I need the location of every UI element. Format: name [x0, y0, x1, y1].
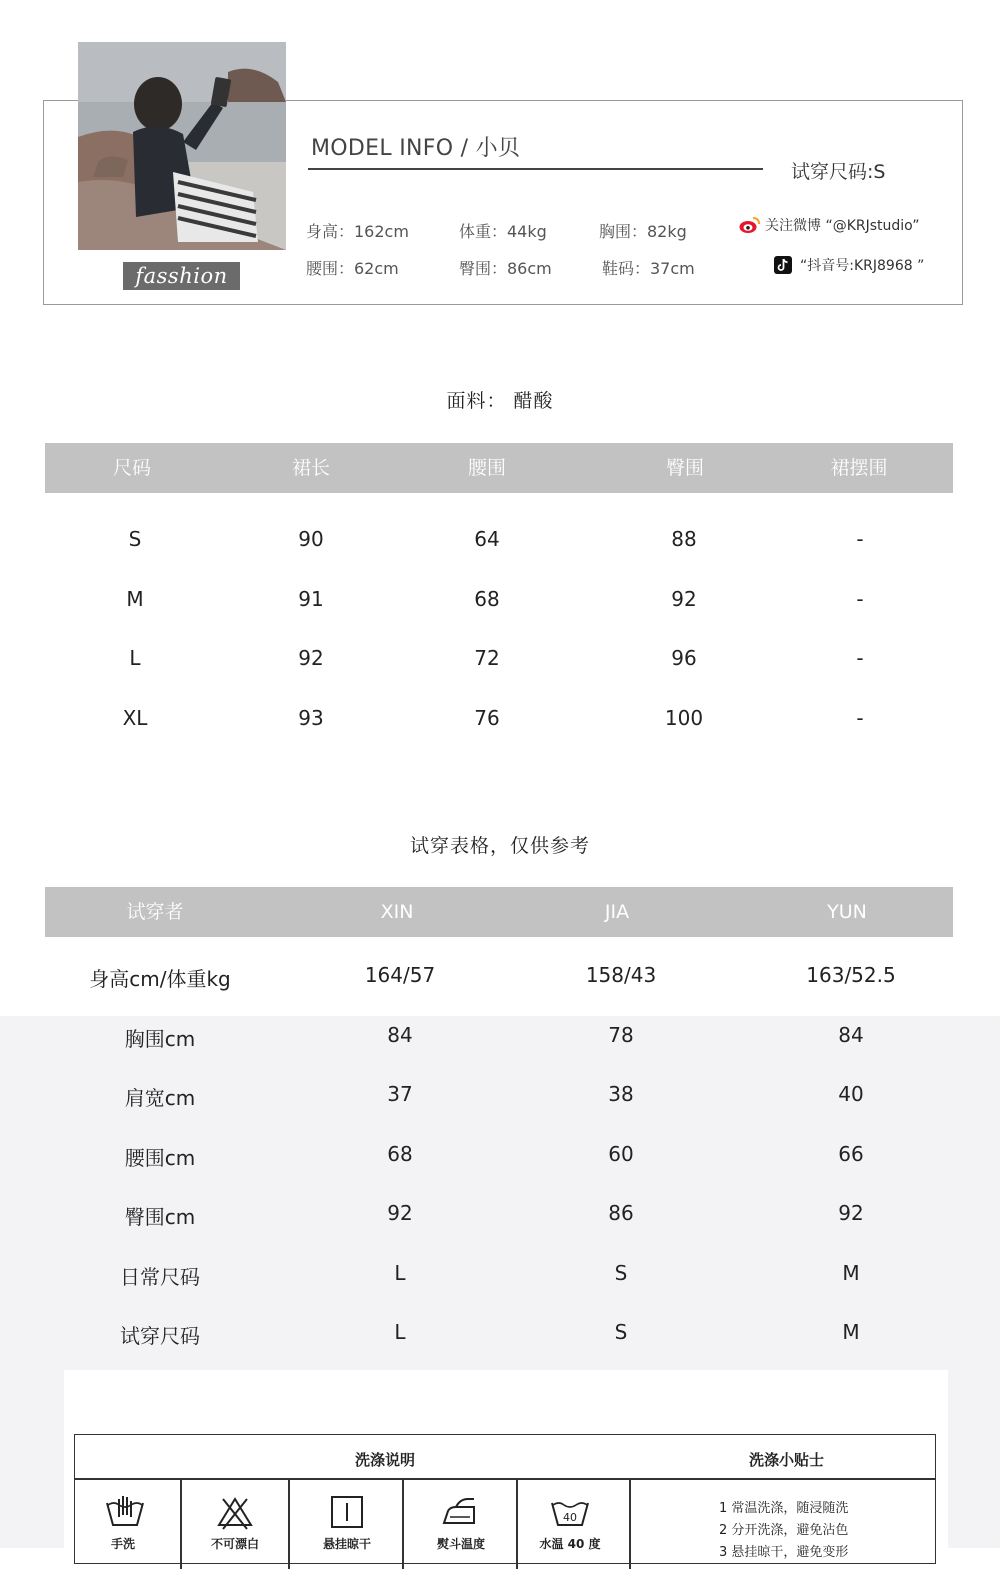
trial-table-cell: M	[842, 1261, 860, 1285]
wash-header-divider	[75, 1478, 935, 1480]
hem-col-header: 裙摆围	[830, 457, 888, 479]
trial-table-cell: 40	[838, 1082, 864, 1106]
jia-col-header: JIA	[604, 901, 630, 923]
trial-table-cell: L	[394, 1261, 406, 1285]
douyin-icon	[774, 256, 794, 274]
washing-instructions-box	[74, 1434, 936, 1564]
trial-row-label: 肩宽cm	[124, 1086, 196, 1110]
size-table-cell: -	[856, 587, 864, 611]
trial-table-cell: 84	[387, 1023, 413, 1047]
wash-tip: 3 悬挂晾干，避免变形	[719, 1545, 849, 1560]
trial-table-cell: 163/52.5	[806, 963, 896, 987]
model-avatar	[78, 42, 286, 250]
weibo-text: 关注微博 “@KRJstudio”	[765, 218, 920, 234]
trial-row-label: 日常尺码	[120, 1265, 200, 1289]
trial-table-cell: M	[842, 1320, 860, 1344]
size-row-label: M	[126, 587, 144, 611]
trial-table-cell: 78	[608, 1023, 634, 1047]
length-col-header: 裙长	[291, 457, 330, 479]
size-table-cell: 92	[671, 587, 697, 611]
hand-wash-icon	[105, 1493, 145, 1531]
trial-table-cell: 60	[608, 1142, 634, 1166]
wash-tip: 2 分开洗涤，避免沾色	[719, 1523, 849, 1538]
trial-table-cell: 86	[608, 1201, 634, 1225]
size-table-cell: 100	[664, 706, 704, 730]
trial-table-cell: S	[614, 1320, 628, 1344]
trial-row-label: 身高cm/体重kg	[89, 967, 231, 991]
xin-col-header: XIN	[380, 901, 414, 923]
trial-table-cell: S	[614, 1261, 628, 1285]
size-table-cell: 93	[298, 706, 324, 730]
trial-row-label: 腰围cm	[124, 1146, 196, 1170]
wash-tip: 1 常温洗涤，随浸随洗	[719, 1501, 849, 1516]
size-table-cell: -	[856, 527, 864, 551]
wash-tips-title: 洗涤小贴士	[749, 1451, 825, 1469]
trial-row-label: 试穿尺码	[120, 1324, 200, 1348]
model-height: 身高：162cm	[306, 222, 409, 241]
tester-col-header: 试穿者	[126, 901, 184, 923]
yun-col-header: YUN	[827, 901, 867, 923]
size-table-cell: 68	[474, 587, 500, 611]
model-title-underline	[308, 168, 763, 170]
size-row-label: S	[128, 527, 142, 551]
size-table-header	[45, 443, 953, 493]
wash-divider	[402, 1479, 404, 1569]
weibo-icon	[739, 216, 759, 234]
douyin-text: “抖音号:KRJ8968 ”	[800, 258, 925, 274]
wash-divider	[629, 1479, 631, 1569]
hang-dry-label: 悬挂晾干	[322, 1537, 371, 1551]
waist-col-header: 腰围	[467, 457, 506, 479]
fabric-heading: 面料： 醋酸	[446, 390, 554, 412]
size-table-cell: 88	[671, 527, 697, 551]
trial-table-cell: 37	[387, 1082, 413, 1106]
wash-divider	[180, 1479, 182, 1569]
iron-icon	[440, 1493, 480, 1531]
model-weight: 体重：44kg	[459, 222, 547, 241]
no-bleach-label: 不可漂白	[210, 1537, 259, 1551]
wash-title: 洗涤说明	[355, 1451, 416, 1469]
wash-divider	[516, 1479, 518, 1569]
trial-row-label: 胸围cm	[124, 1027, 196, 1051]
hip-col-header: 臀围	[665, 457, 704, 479]
size-row-label: L	[129, 646, 141, 670]
size-table-cell: 90	[298, 527, 324, 551]
size-table-cell: 96	[671, 646, 697, 670]
trial-heading: 试穿表格，仅供参考	[409, 835, 590, 857]
fasshion-tag: fasshion	[123, 262, 240, 290]
model-fit-size: 试穿尺码:S	[791, 161, 886, 183]
wash-divider	[288, 1479, 290, 1569]
size-table-cell: 91	[298, 587, 324, 611]
model-hip: 臀围：86cm	[459, 259, 552, 278]
size-col-header: 尺码	[112, 457, 151, 479]
trial-table-cell: 84	[838, 1023, 864, 1047]
trial-table-header	[45, 887, 953, 937]
size-table-cell: -	[856, 706, 864, 730]
trial-table-cell: 158/43	[585, 963, 657, 987]
wash-40-label: 水温 40 度	[539, 1537, 601, 1551]
size-table-cell: 76	[474, 706, 500, 730]
trial-table-cell: 92	[387, 1201, 413, 1225]
trial-table-cell: 92	[838, 1201, 864, 1225]
size-row-label: XL	[122, 706, 148, 730]
svg-text:40: 40	[563, 1511, 577, 1524]
model-bust: 胸围：82kg	[599, 222, 687, 241]
size-table-cell: 64	[474, 527, 500, 551]
trial-table-cell: 164/57	[364, 963, 436, 987]
hang-dry-icon	[327, 1493, 367, 1531]
hand-wash-label: 手洗	[110, 1537, 135, 1551]
model-info-title: MODEL INFO / 小贝	[311, 136, 521, 161]
iron-label: 熨斗温度	[436, 1537, 485, 1551]
douyin-link[interactable]	[774, 255, 924, 275]
model-waist: 腰围：62cm	[306, 259, 399, 278]
trial-table-cell: 68	[387, 1142, 413, 1166]
size-table-cell: 92	[298, 646, 324, 670]
trial-row-label: 臀围cm	[124, 1205, 196, 1229]
trial-table-cell: 38	[608, 1082, 634, 1106]
weibo-link[interactable]	[739, 215, 920, 235]
trial-table-cell: 66	[838, 1142, 864, 1166]
trial-table-cell: L	[394, 1320, 406, 1344]
size-table-cell: -	[856, 646, 864, 670]
wash-40-icon	[550, 1493, 590, 1531]
model-shoe: 鞋码：37cm	[602, 259, 695, 278]
size-table-cell: 72	[474, 646, 500, 670]
no-bleach-icon	[215, 1493, 255, 1531]
